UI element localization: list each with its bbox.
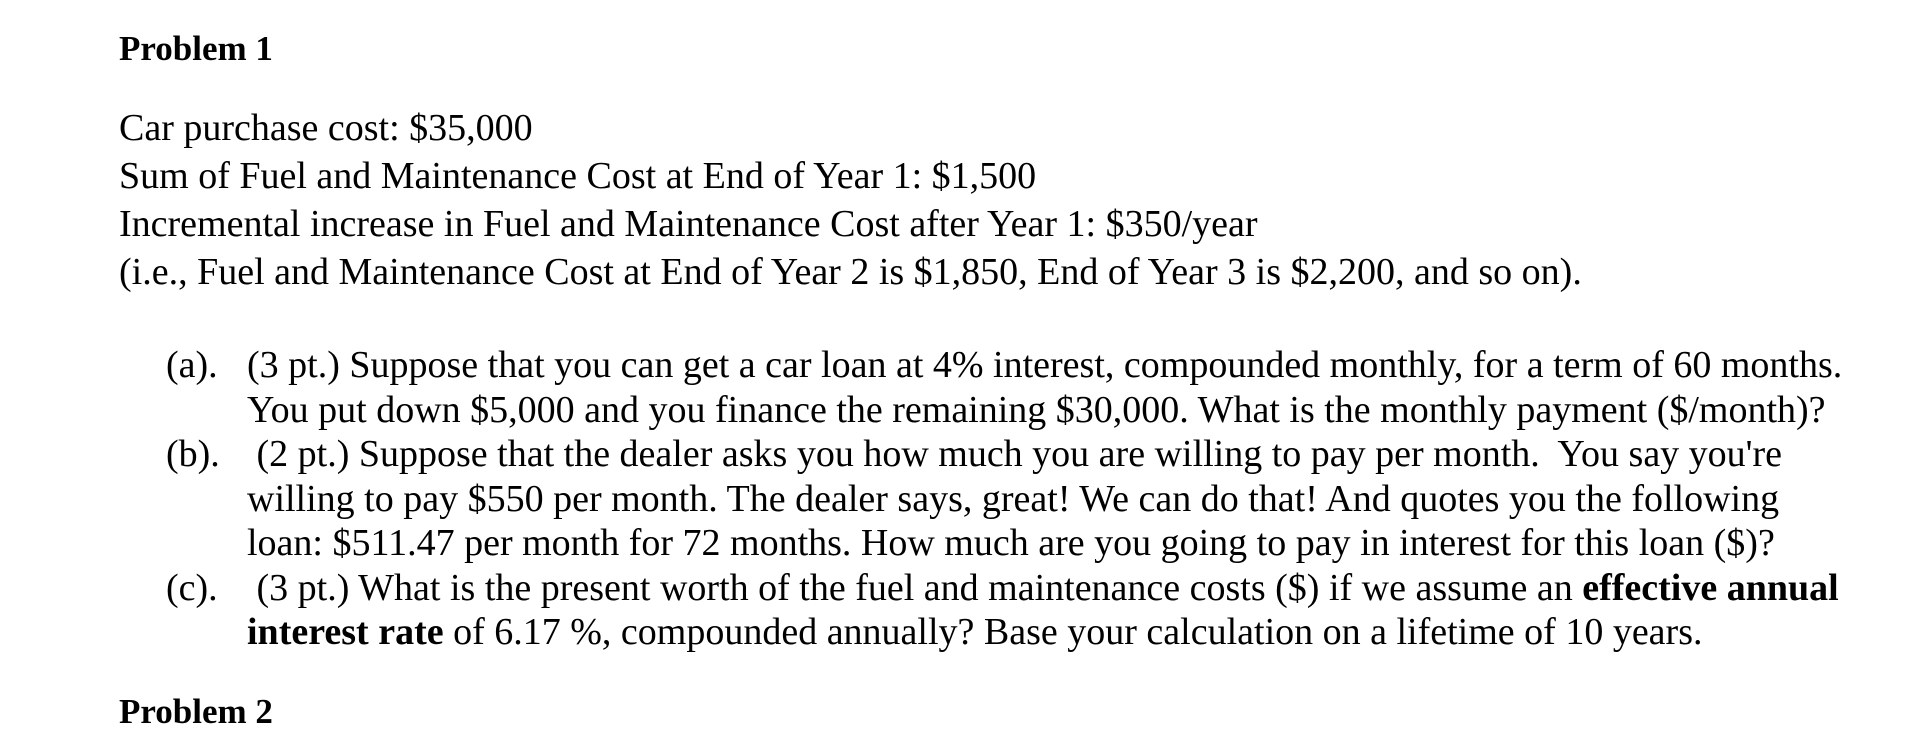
- part-c-line-1-text: (3 pt.) What is the present worth of the fuel and maintenance costs ($) if we assume an: [247, 566, 1583, 609]
- part-a-marker: (a).: [166, 344, 218, 386]
- given-car-cost: Car purchase cost: $35,000: [119, 107, 533, 149]
- problem-2-heading: Problem 2: [119, 692, 273, 731]
- part-c-line-1: [247, 566, 1842, 611]
- part-b-line-1: (2 pt.) Suppose that the dealer asks you how much you are willing to pay per month. You say you're: [247, 433, 1783, 475]
- problem-1-givens: [119, 104, 1582, 296]
- part-c-line-2: [247, 610, 1842, 655]
- part-b-line-3: loan: $511.47 per month for 72 months. How much are you going to pay in interest for this loan ($)?: [247, 522, 1775, 564]
- part-c-marker: (c).: [166, 566, 218, 609]
- part-a-line-2: You put down $5,000 and you finance the remaining $30,000. What is the monthly payment ($/month)?: [247, 388, 1826, 431]
- part-b: [166, 432, 1842, 566]
- problem-1-heading: Problem 1: [119, 29, 273, 68]
- given-incremental-increase: Incremental increase in Fuel and Maintenance Cost after Year 1: $350/year: [119, 203, 1258, 245]
- given-example-note: (i.e., Fuel and Maintenance Cost at End of Year 2 is $1,850, End of Year 3 is $2,200, and so on).: [119, 251, 1582, 293]
- problem-1-parts: [166, 343, 1842, 655]
- part-c-bold-interest-rate: interest rate: [247, 611, 444, 653]
- part-a-line-1: (3 pt.) Suppose that you can get a car loan at 4% interest, compounded monthly, for a term of 60 months.: [247, 344, 1843, 386]
- part-b-line-2: willing to pay $550 per month. The dealer says, great! We can do that! And quotes you the following: [247, 477, 1780, 520]
- part-a: [166, 343, 1842, 432]
- part-c-bold-effective-annual: effective annual: [1582, 566, 1839, 609]
- given-year1-cost: Sum of Fuel and Maintenance Cost at End of Year 1: $1,500: [119, 155, 1037, 197]
- part-b-marker: (b).: [166, 433, 220, 475]
- part-c: [166, 566, 1842, 655]
- part-c-line-2-text: of 6.17 %, compounded annually? Base your calculation on a lifetime of 10 years.: [443, 611, 1703, 653]
